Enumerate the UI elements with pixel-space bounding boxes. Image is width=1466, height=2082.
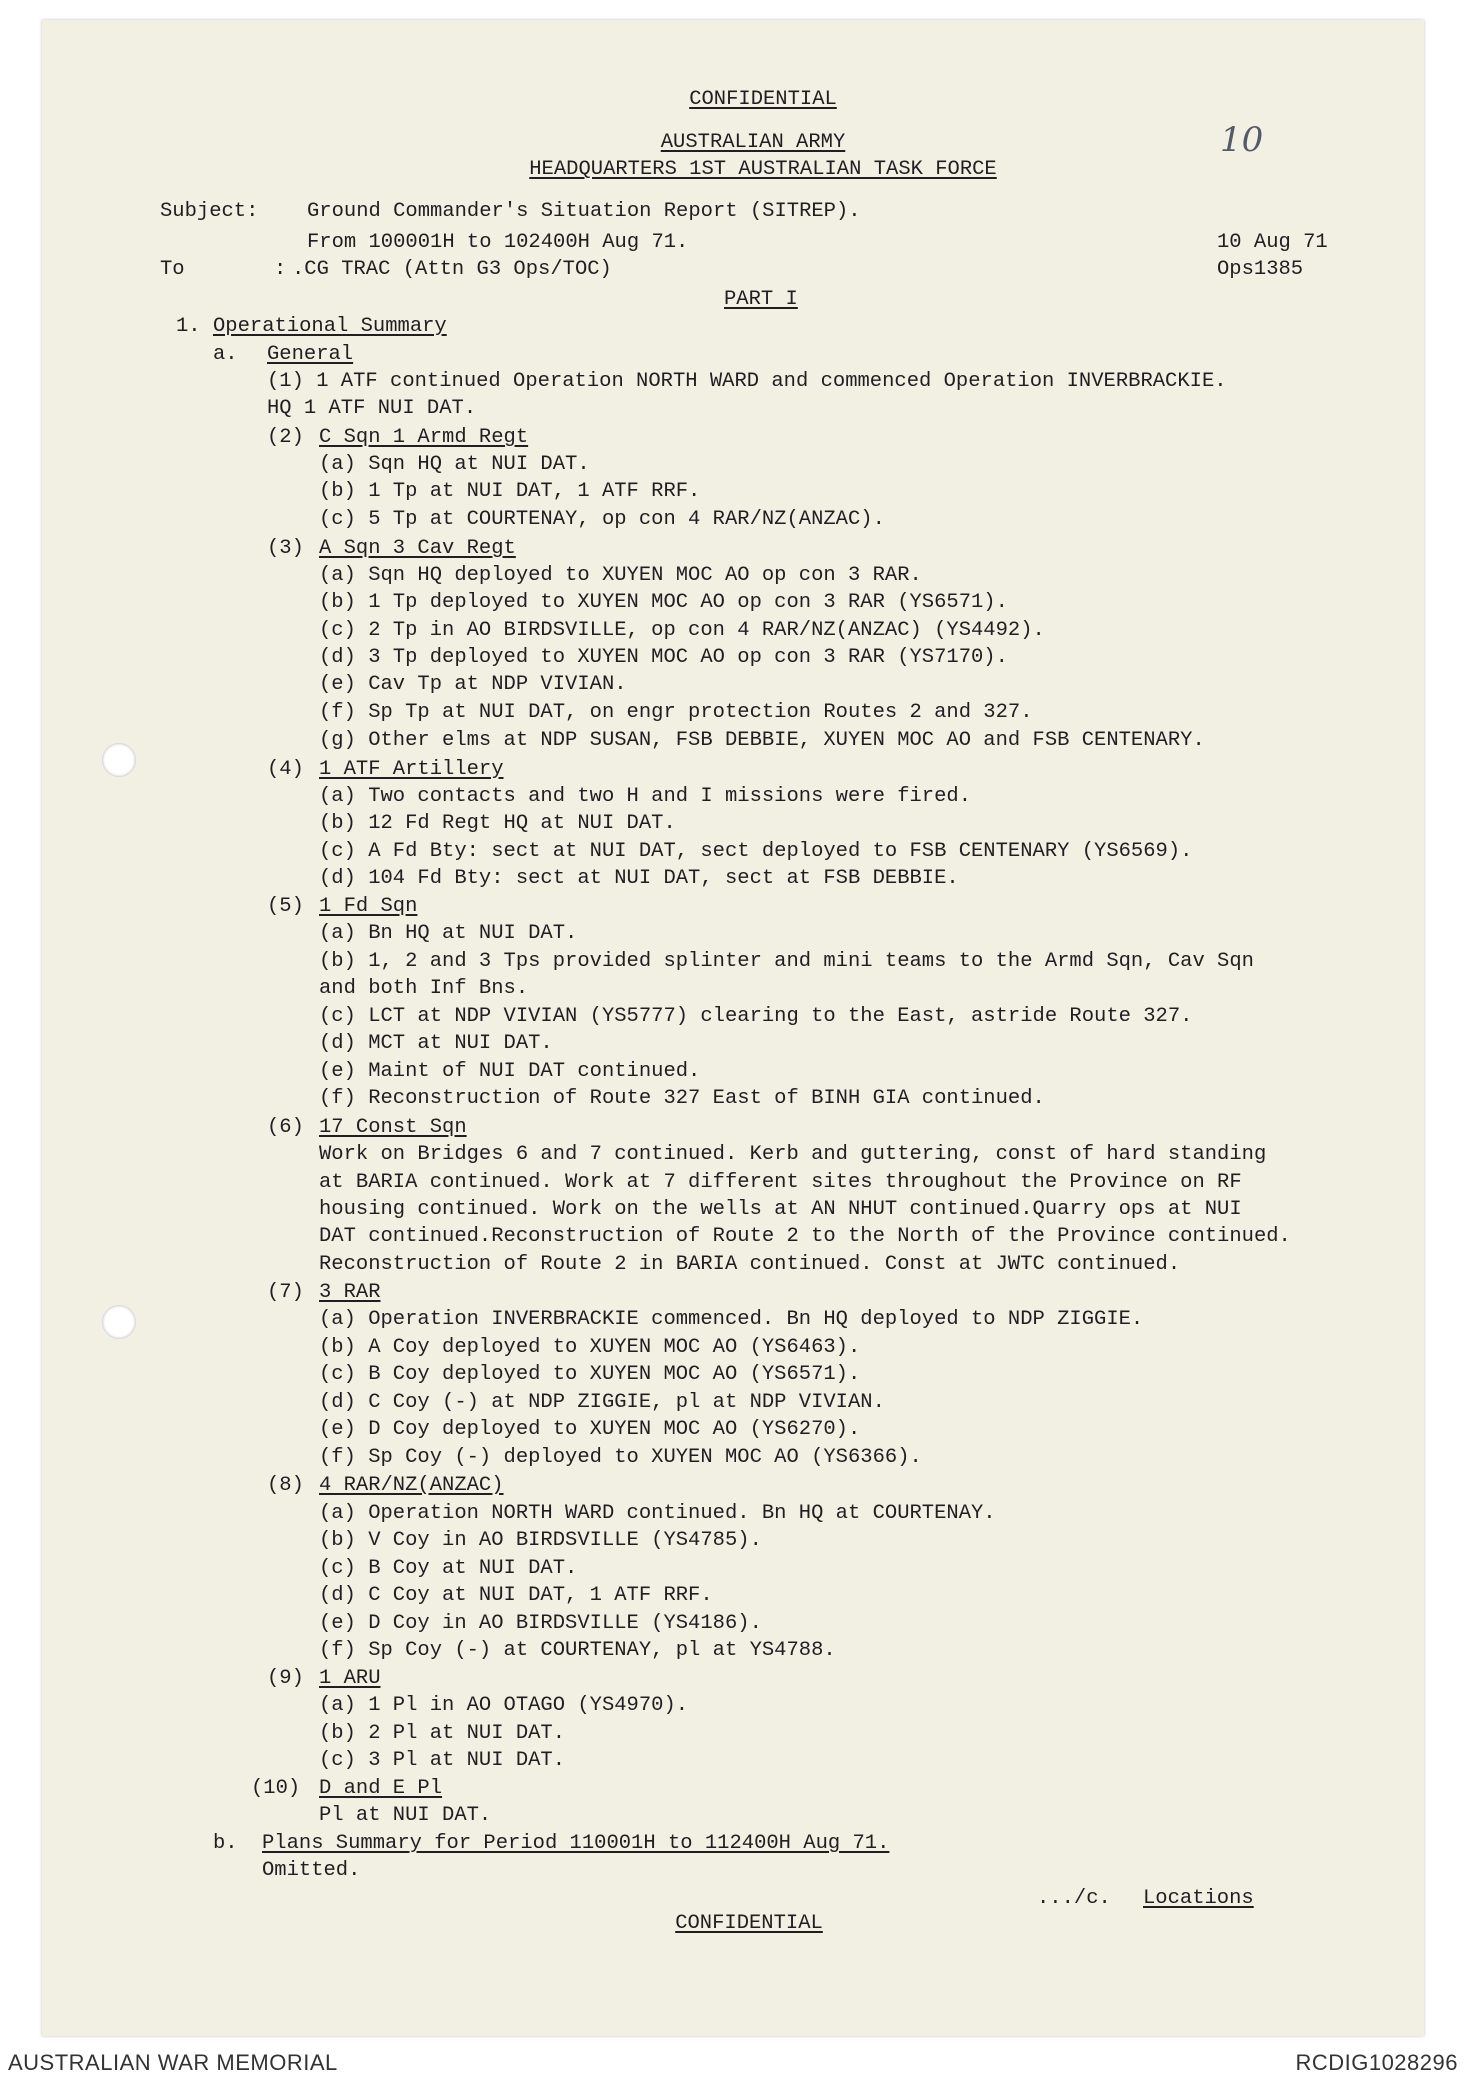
para-4-item-c: (c) A Fd Bty: sect at NUI DAT, sect deployed to FSB CENTENARY (YS6569). (319, 840, 1193, 863)
org-line-1: AUSTRALIAN ARMY (660, 131, 846, 154)
para-5-item-e: (e) Maint of NUI DAT continued. (319, 1060, 701, 1083)
part-heading: PART I (724, 288, 798, 311)
para-2-item-b: (b) 1 Tp at NUI DAT, 1 ATF RRF. (319, 480, 701, 503)
folio-number: 10 (1220, 120, 1264, 160)
archive-id: RCDIG1028296 (1295, 2050, 1458, 2075)
para-6-number: (6) (267, 1116, 304, 1139)
para-3-item-a: (a) Sqn HQ deployed to XUYEN MOC AO op con 3 RAR. (319, 564, 922, 587)
para-5-title: 1 Fd Sqn (319, 895, 418, 918)
para-9-item-c: (c) 3 Pl at NUI DAT. (319, 1749, 566, 1772)
para-7-item-e: (e) D Coy deployed to XUYEN MOC AO (YS6270). (319, 1418, 861, 1441)
para-7-item-b: (b) A Coy deployed to XUYEN MOC AO (YS6463). (319, 1336, 861, 1359)
subsection-a-title: General (267, 343, 354, 366)
para-8-item-f: (f) Sp Coy (-) at COURTENAY, pl at YS4788. (319, 1639, 836, 1662)
para-2-number: (2) (267, 426, 304, 449)
para-3-title: A Sqn 3 Cav Regt (319, 537, 516, 560)
para-6-title: 17 Const Sqn (319, 1116, 467, 1139)
para-8-item-d: (d) C Coy at NUI DAT, 1 ATF RRF. (319, 1584, 713, 1607)
subsection-b-label: b. (213, 1832, 238, 1855)
para-5-number: (5) (267, 895, 304, 918)
subject-text: Ground Commander's Situation Report (SITREP). (307, 200, 861, 223)
para-8-item-a: (a) Operation NORTH WARD continued. Bn HQ at COURTENAY. (319, 1502, 996, 1525)
para-9-item-a: (a) 1 Pl in AO OTAGO (YS4970). (319, 1694, 689, 1717)
subsection-b-line-1: Omitted. (262, 1859, 361, 1882)
para-8-item-e: (e) D Coy in AO BIRDSVILLE (YS4186). (319, 1612, 762, 1635)
para-4-title: 1 ATF Artillery (319, 758, 504, 781)
para-4-item-b: (b) 12 Fd Regt HQ at NUI DAT. (319, 812, 676, 835)
para-8-item-b: (b) V Coy in AO BIRDSVILLE (YS4785). (319, 1529, 762, 1552)
para-9-number: (9) (267, 1667, 304, 1690)
subject-label: Subject: (160, 200, 259, 223)
para-6-line-1: Work on Bridges 6 and 7 continued. Kerb and guttering, const of hard standing (319, 1143, 1267, 1166)
para-1-line-1: (1) 1 ATF continued Operation NORTH WARD and commenced Operation INVERBRACKIE. (267, 370, 1227, 393)
punch-hole-bottom (102, 1305, 136, 1339)
to-text: .CG TRAC (Attn G3 Ops/TOC) (292, 258, 612, 281)
classification-bottom: CONFIDENTIAL (675, 1912, 823, 1935)
para-7-item-d: (d) C Coy (-) at NDP ZIGGIE, pl at NDP VIVIAN. (319, 1391, 885, 1414)
para-5-item-d: (d) MCT at NUI DAT. (319, 1032, 553, 1055)
para-7-item-f: (f) Sp Coy (-) deployed to XUYEN MOC AO (YS6366). (319, 1446, 922, 1469)
para-2-item-c: (c) 5 Tp at COURTENAY, op con 4 RAR/NZ(ANZAC). (319, 508, 885, 531)
para-6-line-2: at BARIA continued. Work at 7 different sites throughout the Province on RF (319, 1171, 1242, 1194)
para-6-line-4: DAT continued.Reconstruction of Route 2 to the North of the Province continued. (319, 1225, 1291, 1248)
para-5-item-b-line-1: (b) 1, 2 and 3 Tps provided splinter and mini teams to the Armd Sqn, Cav Sqn (319, 950, 1254, 973)
para-8-number: (8) (267, 1474, 304, 1497)
para-5-item-c: (c) LCT at NDP VIVIAN (YS5777) clearing to the East, astride Route 327. (319, 1005, 1193, 1028)
para-9-item-b: (b) 2 Pl at NUI DAT. (319, 1722, 566, 1745)
para-4-number: (4) (267, 758, 304, 781)
para-3-item-g: (g) Other elms at NDP SUSAN, FSB DEBBIE, XUYEN MOC AO and FSB CENTENARY. (319, 729, 1205, 752)
para-3-item-d: (d) 3 Tp deployed to XUYEN MOC AO op con 3 RAR (YS7170). (319, 646, 1008, 669)
para-6-line-3: housing continued. Work on the wells at AN NHUT continued.Quarry ops at NUI (319, 1198, 1242, 1221)
para-10-number: (10) (251, 1777, 301, 1800)
para-7-number: (7) (267, 1281, 304, 1304)
para-7-title: 3 RAR (319, 1281, 381, 1304)
para-8-item-c: (c) B Coy at NUI DAT. (319, 1557, 578, 1580)
para-3-item-b: (b) 1 Tp deployed to XUYEN MOC AO op con 3 RAR (YS6571). (319, 591, 1008, 614)
para-3-number: (3) (267, 537, 304, 560)
to-colon: : (274, 258, 287, 281)
continuation-prefix: .../c. (1037, 1887, 1111, 1910)
para-4-item-a: (a) Two contacts and two H and I missions were fired. (319, 785, 972, 808)
continuation-title: Locations (1143, 1887, 1254, 1910)
subsection-b-title: Plans Summary for Period 110001H to 112400H Aug 71. (262, 1832, 890, 1855)
para-6-line-5: Reconstruction of Route 2 in BARIA continued. Const at JWTC continued. (319, 1253, 1181, 1276)
archive-caption: AUSTRALIAN WAR MEMORIAL (8, 2050, 338, 2075)
org-line-2: HEADQUARTERS 1ST AUSTRALIAN TASK FORCE (529, 158, 997, 181)
period-text: From 100001H to 102400H Aug 71. (307, 231, 689, 254)
para-10-line-1: Pl at NUI DAT. (319, 1804, 492, 1827)
document-date: 10 Aug 71 (1217, 231, 1328, 254)
para-4-item-d: (d) 104 Fd Bty: sect at NUI DAT, sect at FSB DEBBIE. (319, 867, 959, 890)
classification-top: CONFIDENTIAL (689, 88, 837, 111)
section-1-number: 1. (176, 315, 201, 338)
para-10-title: D and E Pl (319, 1777, 443, 1800)
para-1-line-2: HQ 1 ATF NUI DAT. (267, 397, 477, 420)
para-5-item-f: (f) Reconstruction of Route 327 East of BINH GIA continued. (319, 1087, 1045, 1110)
to-label: To (160, 258, 185, 281)
para-5-item-b-line-2: and both Inf Bns. (319, 977, 529, 1000)
para-3-item-f: (f) Sp Tp at NUI DAT, on engr protection Routes 2 and 327. (319, 701, 1033, 724)
para-9-title: 1 ARU (319, 1667, 381, 1690)
para-2-title: C Sqn 1 Armd Regt (319, 426, 529, 449)
para-7-item-c: (c) B Coy deployed to XUYEN MOC AO (YS6571). (319, 1363, 861, 1386)
para-5-item-a: (a) Bn HQ at NUI DAT. (319, 922, 578, 945)
punch-hole-top (102, 743, 136, 777)
subsection-a-label: a. (213, 343, 238, 366)
para-2-item-a: (a) Sqn HQ at NUI DAT. (319, 453, 590, 476)
section-1-title: Operational Summary (213, 315, 447, 338)
reference-number: Ops1385 (1217, 258, 1304, 281)
para-7-item-a: (a) Operation INVERBRACKIE commenced. Bn HQ deployed to NDP ZIGGIE. (319, 1308, 1144, 1331)
para-8-title: 4 RAR/NZ(ANZAC) (319, 1474, 504, 1497)
para-3-item-e: (e) Cav Tp at NDP VIVIAN. (319, 673, 627, 696)
para-3-item-c: (c) 2 Tp in AO BIRDSVILLE, op con 4 RAR/NZ(ANZAC) (YS4492). (319, 619, 1045, 642)
